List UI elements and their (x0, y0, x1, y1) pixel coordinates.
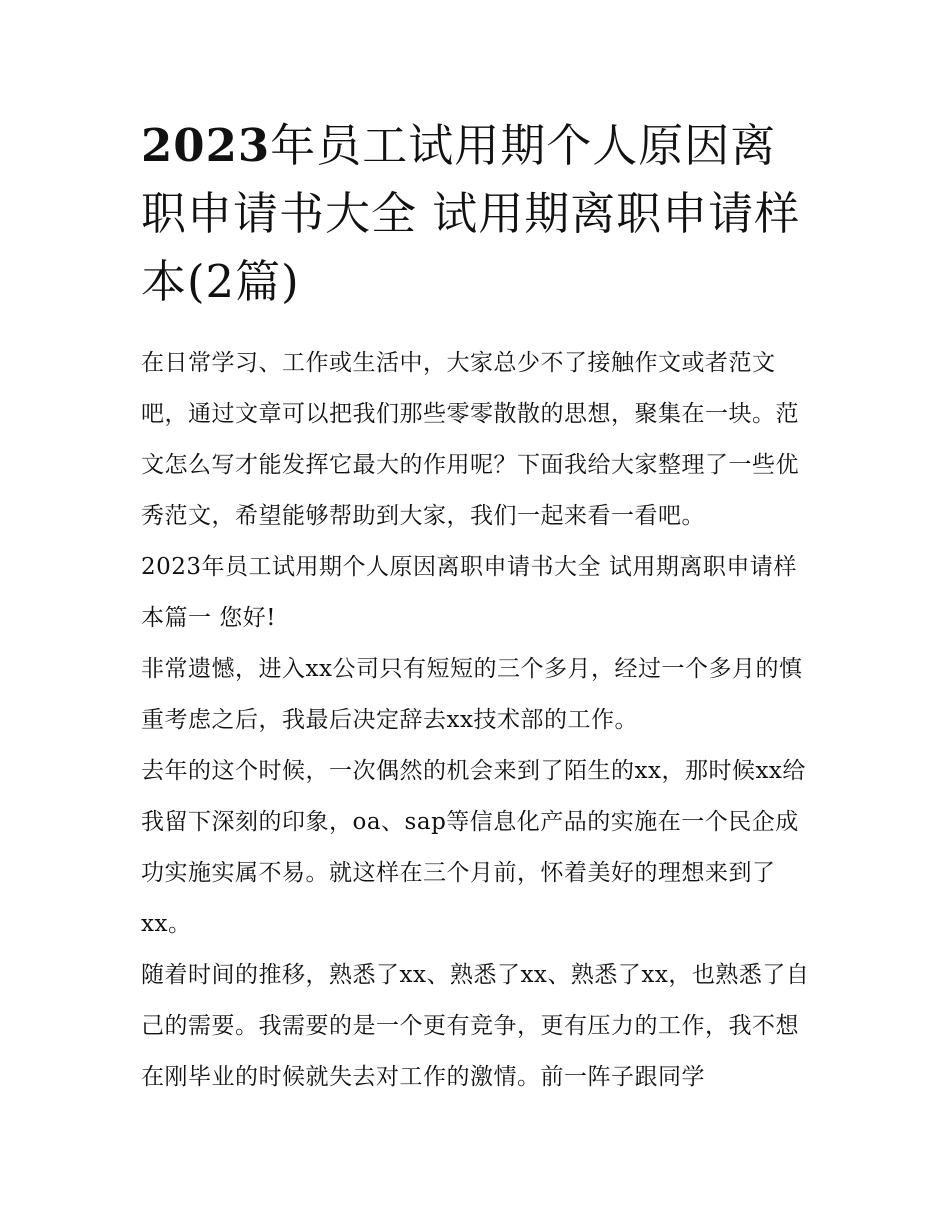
document-body (141, 338, 813, 1103)
paragraph-heading-greeting: 2023年员工试用期个人原因离职申请书大全 试用期离职申请样本篇一 您好! (141, 554, 797, 631)
document-page (141, 112, 813, 1103)
paragraph-last-year: 去年的这个时候，一次偶然的机会来到了陌生的xx，那时候xx给我留下深刻的印象，oa、sap等信息化产品的实施在一个民企成功实施实属不易。就这样在三个月前，怀着美好的理想来到了xx。 (141, 758, 806, 937)
paragraph-intro: 在日常学习、工作或生活中，大家总少不了接触作文或者范文吧，通过文章可以把我们那些零零散散的思想，聚集在一块。范文怎么写才能发挥它最大的作用呢？下面我给大家整理了一些优秀范文，希望能够帮助到大家，我们一起来看一看吧。 (141, 350, 799, 529)
document-title-year: 2023 (141, 119, 271, 172)
document-title: 2023年员工试用期个人原因离职申请书大全 试用期离职申请样本(2篇) (141, 119, 801, 308)
paragraph-over-time: 随着时间的推移，熟悉了xx、熟悉了xx、熟悉了xx，也熟悉了自己的需要。我需要的是一个更有竞争，更有压力的工作，我不想在刚毕业的时候就失去对工作的激情。前一阵子跟同学 (141, 962, 810, 1090)
paragraph-resignation: 非常遗憾，进入xx公司只有短短的三个多月，经过一个多月的慎重考虑之后，我最后决定辞去xx技术部的工作。 (141, 656, 803, 733)
